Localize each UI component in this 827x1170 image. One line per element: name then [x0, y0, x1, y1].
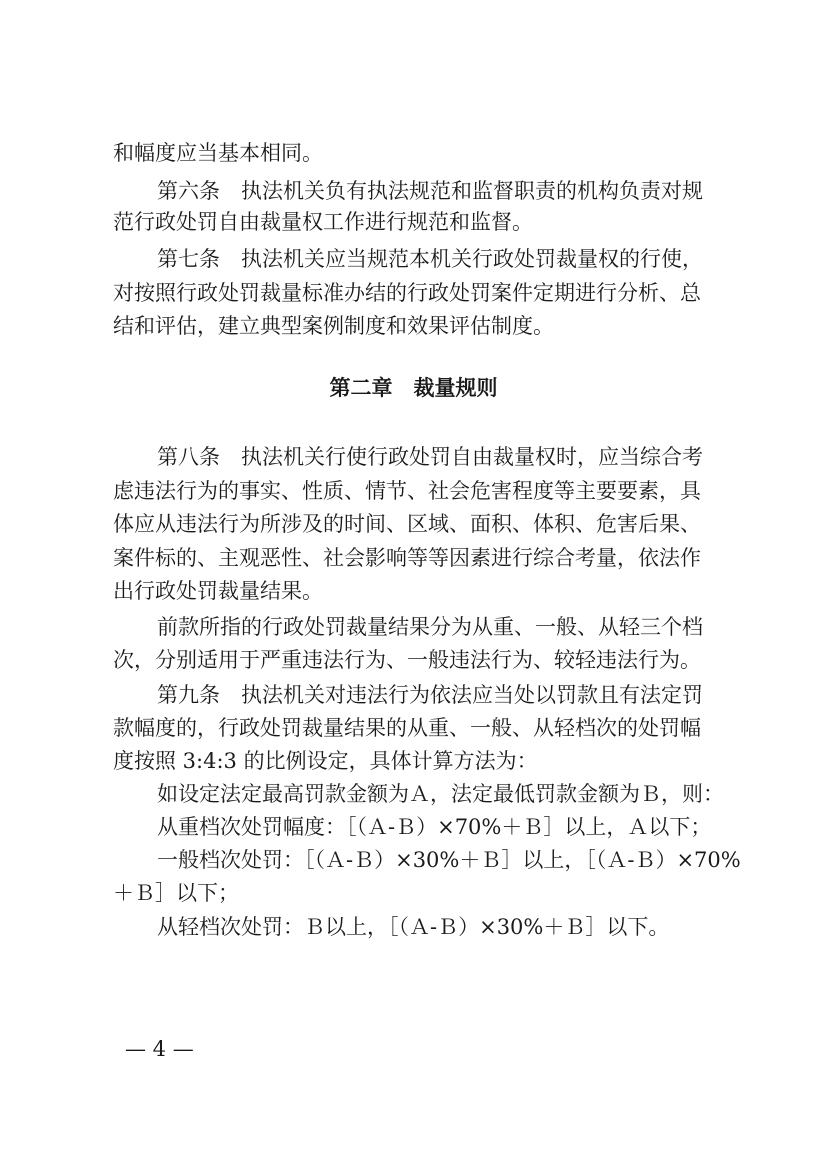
article-7-line-1: 第七条 执法机关应当规范本机关行政处罚裁量权的行使，	[157, 247, 703, 271]
article-8-para-2-line-2: 次，分别适用于严重违法行为、一般违法行为、较轻违法行为。	[113, 648, 701, 672]
article-8-para-2-line-1: 前款所指的行政处罚裁量结果分为从重、一般、从轻三个档	[157, 615, 703, 639]
formula-line-1: 如设定法定最高罚款金额为Ａ，法定最低罚款金额为Ｂ，则：	[157, 782, 724, 806]
article-6-line-1: 第六条 执法机关负有执法规范和监督职责的机构负责对规	[157, 179, 703, 203]
article-6-line-2: 范行政处罚自由裁量权工作进行规范和监督。	[113, 210, 533, 234]
article-8-line-2: 虑违法行为的事实、性质、情节、社会危害程度等主要要素，具	[113, 479, 701, 503]
article-9-line-3: 度按照 3:4:3 的比例设定，具体计算方法为：	[113, 749, 538, 773]
article-7-line-2: 对按照行政处罚裁量标准办结的行政处罚案件定期进行分析、总	[113, 281, 701, 305]
formula-line-3: 一般档次处罚：［（Ａ-Ｂ）×30%＋Ｂ］以上，［（Ａ-Ｂ）×70%	[157, 848, 741, 872]
chapter-title: 第二章 裁量规则	[329, 376, 498, 400]
page-number: — 4 —	[125, 1037, 194, 1061]
article-7-line-3: 结和评估，建立典型案例制度和效果评估制度。	[113, 314, 554, 338]
article-8-line-3: 体应从违法行为所涉及的时间、区域、面积、体积、危害后果、	[113, 512, 701, 536]
formula-line-5: 从轻档次处罚：Ｂ以上，［（Ａ-Ｂ）×30%＋Ｂ］以下。	[157, 915, 670, 939]
article-8-line-1: 第八条 执法机关行使行政处罚自由裁量权时，应当综合考	[157, 445, 703, 469]
article-8-line-4: 案件标的、主观恶性、社会影响等等因素进行综合考量，依法作	[113, 546, 701, 570]
formula-line-2: 从重档次处罚幅度：［（Ａ-Ｂ）×70%＋Ｂ］以上，Ａ以下；	[157, 815, 712, 839]
article-9-line-1: 第九条 执法机关对违法行为依法应当处以罚款且有法定罚	[157, 683, 703, 707]
formula-line-4: ＋Ｂ］以下；	[113, 881, 239, 905]
text-line: 和幅度应当基本相同。	[113, 141, 323, 165]
article-8-line-5: 出行政处罚裁量结果。	[113, 579, 323, 603]
article-9-line-2: 款幅度的，行政处罚裁量结果的从重、一般、从轻档次的处罚幅	[113, 716, 701, 740]
